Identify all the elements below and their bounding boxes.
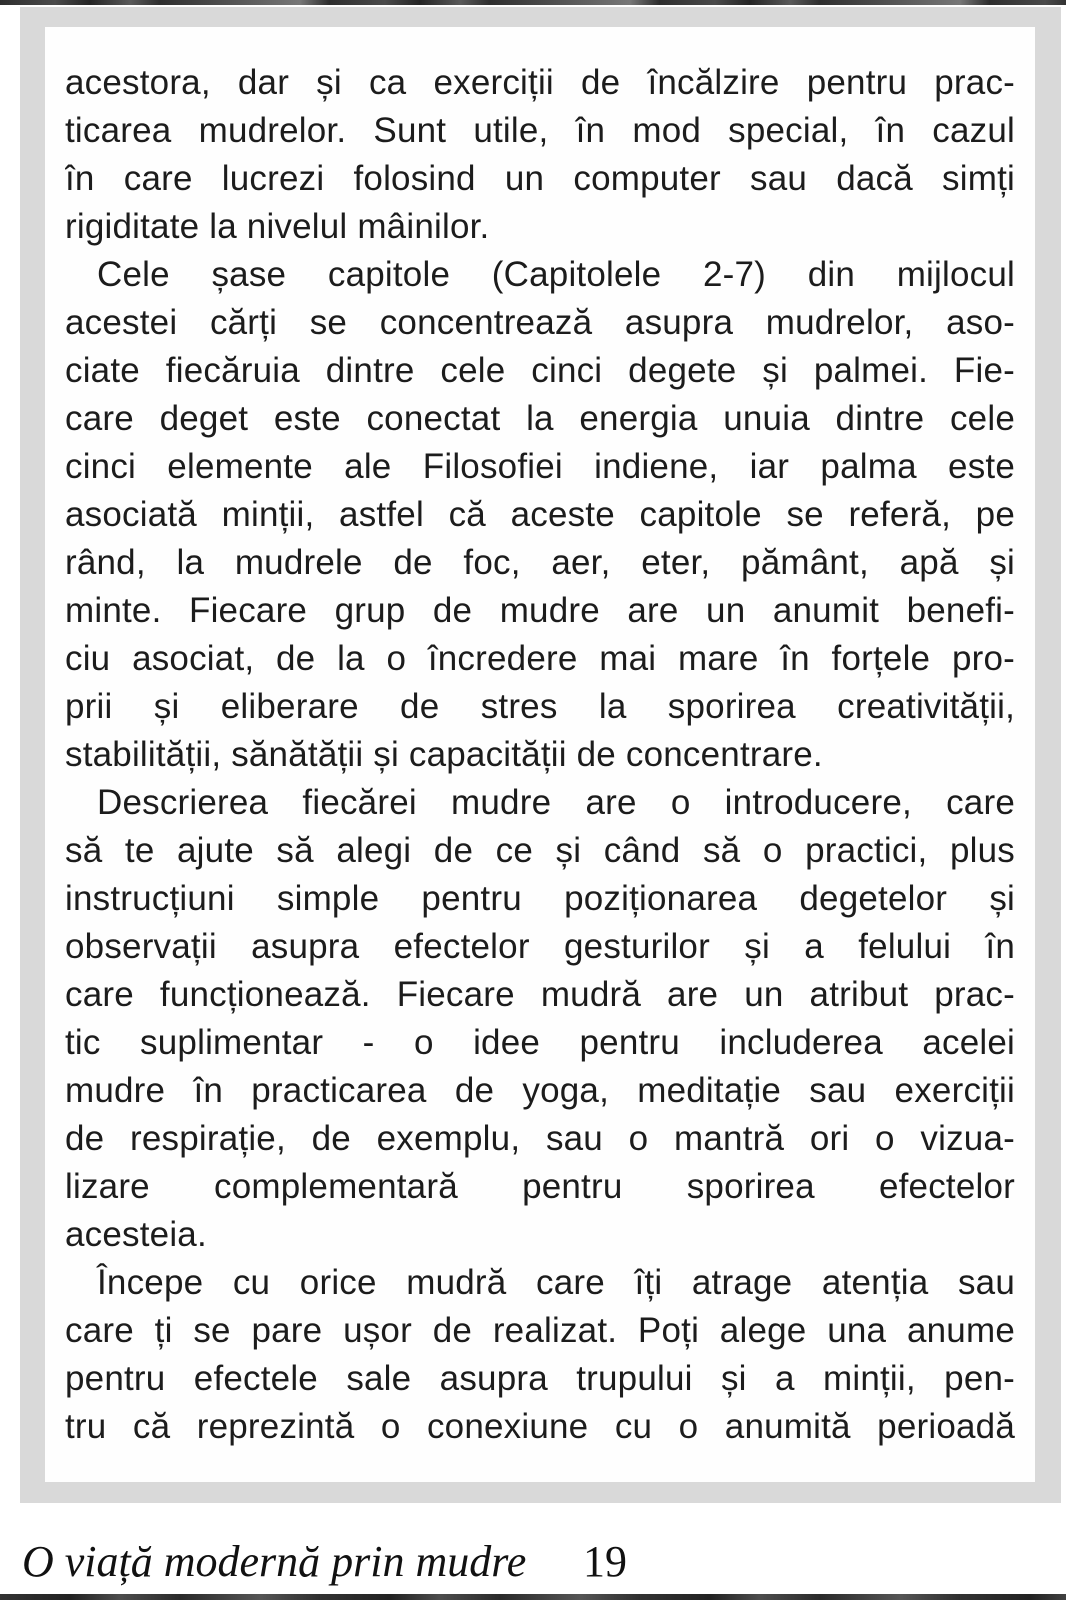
text-line: care funcționează. Fiecare mudră are un atribut prac- bbox=[65, 975, 1015, 1014]
book-page bbox=[45, 27, 1035, 1482]
text-line: rigiditate la nivelul mâinilor. bbox=[65, 207, 490, 246]
text-line: mudre în practicarea de yoga, meditație sau exerciții bbox=[65, 1071, 1015, 1110]
scan-edge-artifact-bottom bbox=[0, 1594, 1066, 1600]
text-line: Începe cu orice mudră care îți atrage atenția sau bbox=[97, 1263, 1015, 1302]
text-line: acestora, dar și ca exerciții de încălzire pentru prac- bbox=[65, 63, 1015, 102]
text-line: observații asupra efectelor gesturilor și a felului în bbox=[65, 927, 1015, 966]
text-line: să te ajute să alegi de ce și când să o practici, plus bbox=[65, 831, 1015, 870]
scan-edge-artifact-top bbox=[0, 0, 1066, 5]
text-line: prii și eliberare de stres la sporirea creativității, bbox=[65, 687, 1015, 726]
text-line: tru că reprezintă o conexiune cu o anumită perioadă bbox=[65, 1407, 1015, 1446]
text-line: stabilității, sănătății și capacității de concentrare. bbox=[65, 735, 823, 774]
text-line: care deget este conectat la energia unuia dintre cele bbox=[65, 399, 1015, 438]
text-block bbox=[65, 59, 1015, 1451]
text-line: acestei cărți se concentrează asupra mudrelor, aso- bbox=[65, 303, 1015, 342]
text-line: ciate fiecăruia dintre cele cinci degete și palmei. Fie- bbox=[65, 351, 1015, 390]
text-line: Descrierea fiecărei mudre are o introducere, care bbox=[97, 783, 1015, 822]
text-line: acesteia. bbox=[65, 1215, 207, 1254]
text-line: rând, la mudrele de foc, aer, eter, pământ, apă și bbox=[65, 543, 1015, 582]
text-line: Cele șase capitole (Capitolele 2-7) din mijlocul bbox=[97, 255, 1015, 294]
page-footer bbox=[0, 1534, 1066, 1592]
page-number: 19 bbox=[583, 1537, 627, 1586]
text-line: de respirație, de exemplu, sau o mantră ori o vizua- bbox=[65, 1119, 1015, 1158]
text-line: pentru efectele sale asupra trupului și a minții, pen- bbox=[65, 1359, 1015, 1398]
running-book-title: O viață modernă prin mudre bbox=[22, 1537, 527, 1586]
text-line: care ți se pare ușor de realizat. Poți alege una anume bbox=[65, 1311, 1015, 1350]
text-line: ticarea mudrelor. Sunt utile, în mod special, în cazul bbox=[65, 111, 1015, 150]
text-line: instrucțiuni simple pentru poziționarea degetelor și bbox=[65, 879, 1015, 918]
page-frame bbox=[20, 7, 1061, 1503]
text-line: ciu asociat, de la o încredere mai mare în forțele pro- bbox=[65, 639, 1015, 678]
text-line: lizare complementară pentru sporirea efectelor bbox=[65, 1167, 1015, 1206]
text-line: cinci elemente ale Filosofiei indiene, iar palma este bbox=[65, 447, 1015, 486]
text-line: minte. Fiecare grup de mudre are un anumit benefi- bbox=[65, 591, 1015, 630]
text-line: în care lucrezi folosind un computer sau dacă simți bbox=[65, 159, 1015, 198]
text-line: asociată minții, astfel că aceste capitole se referă, pe bbox=[65, 495, 1015, 534]
text-line: tic suplimentar - o idee pentru includerea acelei bbox=[65, 1023, 1015, 1062]
